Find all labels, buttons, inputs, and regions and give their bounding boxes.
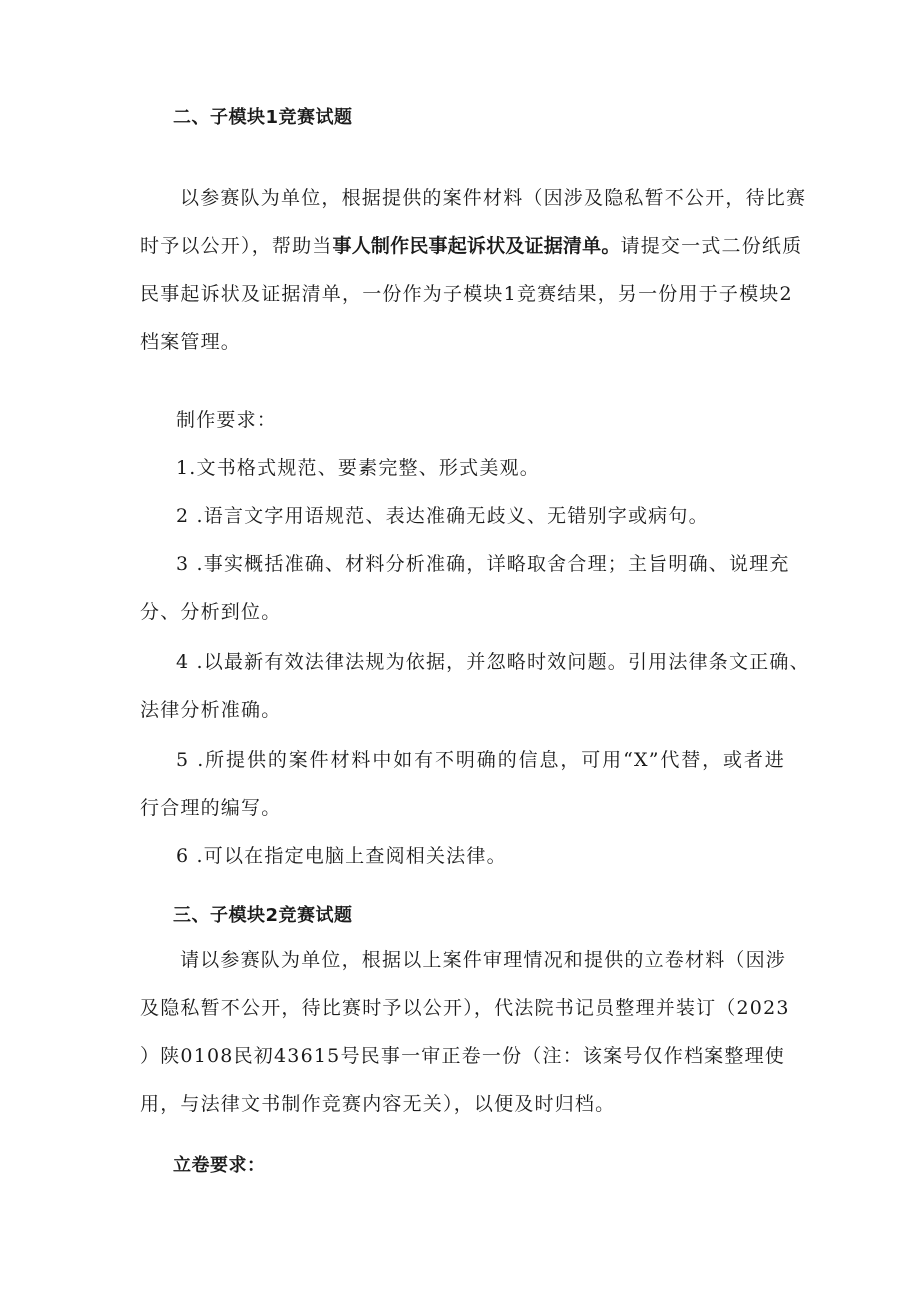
requirement-5-line-1: 5 .所提供的案件材料中如有不明确的信息，可用“X”代替，或者进 — [176, 749, 785, 771]
intro-line-2-bold: 事人制作民事起诉状及证据清单。 — [332, 235, 621, 257]
section-2-heading: 二、子模块1竞赛试题 — [173, 107, 353, 128]
requirement-4-line-2: 法律分析准确。 — [140, 699, 282, 721]
intro-line-2-text-c: 请提交一式二份纸质 — [620, 235, 803, 257]
section-2-intro-line-1: 以参赛队为单位，根据提供的案件材料（因涉及隐私暂不公开，待比赛 — [180, 187, 807, 209]
section-3-heading: 三、子模块2竞赛试题 — [173, 905, 353, 926]
section-3-body-line-1: 请以参赛队为单位，根据以上案件审理情况和提供的立卷材料（因涉 — [180, 949, 787, 971]
section-3-body-line-4: 用，与法律文书制作竞赛内容无关），以便及时归档。 — [140, 1093, 616, 1115]
requirement-3-line-1: 3 .事实概括准确、材料分析准确，详略取舍合理；主旨明确、说理充 — [176, 553, 790, 575]
section-2-intro-line-3: 民事起诉状及证据清单，一份作为子模块1竞赛结果，另一份用于子模块2 — [140, 283, 793, 305]
requirement-5-line-2: 行合理的编写。 — [140, 797, 282, 819]
requirements-label: 制作要求： — [176, 409, 278, 431]
requirement-1: 1.文书格式规范、要素完整、形式美观。 — [176, 457, 540, 479]
requirement-4-line-1: 4 .以最新有效法律法规为依据，并忽略时效问题。引用法律条文正确、 — [176, 651, 810, 673]
section-2-intro-line-4: 档案管理。 — [140, 331, 242, 353]
section-2-intro-line-2 — [140, 234, 803, 258]
intro-line-2-text-a: 时予以公开），帮助当 — [140, 235, 333, 257]
filing-requirements-label: 立卷要求： — [173, 1155, 266, 1176]
requirement-2: 2 .语言文字用语规范、表达准确无歧义、无错别字或病句。 — [176, 505, 709, 527]
section-3-body-line-3: ）陕0108民初43615号民事一审正卷一份（注：该案号仅作档案整理使 — [140, 1045, 785, 1067]
requirement-3-line-2: 分、分析到位。 — [140, 601, 282, 623]
section-3-body-line-2: 及隐私暂不公开，待比赛时予以公开），代法院书记员整理并装订（2023 — [140, 997, 790, 1019]
requirement-6: 6 .可以在指定电脑上查阅相关法律。 — [176, 845, 507, 867]
